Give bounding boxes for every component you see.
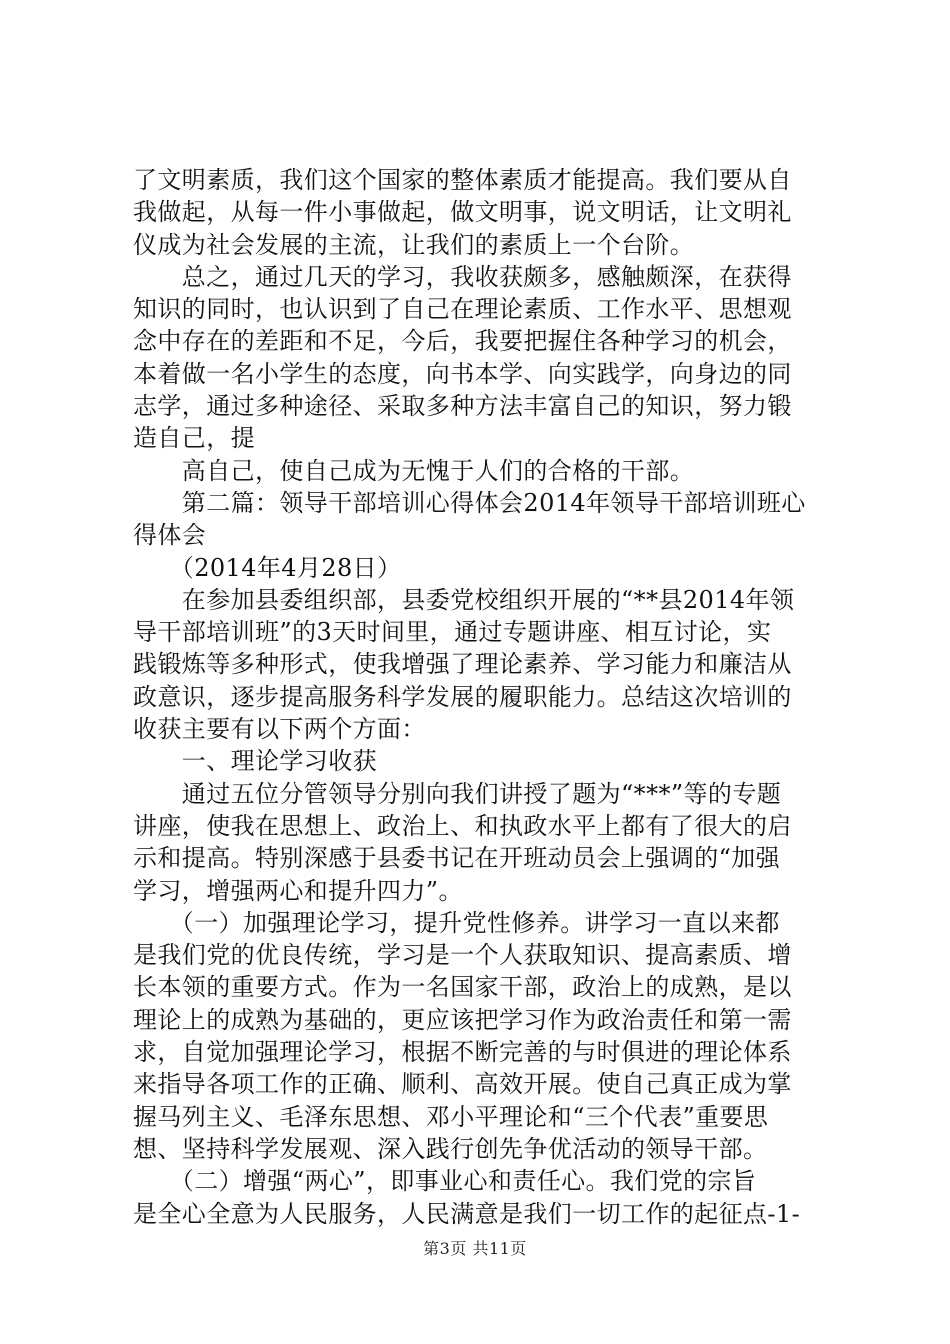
text-line: 是全心全意为人民服务，人民满意是我们一切工作的起征点-1- xyxy=(133,1199,801,1228)
text-line: 本着做一名小学生的态度，向书本学、向实践学，向身边的同 xyxy=(133,359,792,388)
text-line: （一）加强理论学习，提升党性修养。讲学习一直以来都 xyxy=(133,908,780,937)
text-line: 学习，增强两心和提升四力”。 xyxy=(133,876,463,905)
text-line: 了文明素质，我们这个国家的整体素质才能提高。我们要从自 xyxy=(133,166,792,194)
document-body xyxy=(133,164,823,1230)
text-line: （二）增强“两心”，即事业心和责任心。我们党的宗旨 xyxy=(133,1167,757,1196)
page-footer xyxy=(0,1236,950,1259)
text-line: 在参加县委组织部，县委党校组织开展的“**县2014年领 xyxy=(133,585,795,614)
text-line: 是我们党的优良传统，学习是一个人获取知识、提高素质、增 xyxy=(133,941,792,970)
text-line: 政意识，逐步提高服务科学发展的履职能力。总结这次培训的 xyxy=(133,682,792,711)
text-line: 握马列主义、毛泽东思想、邓小平理论和“三个代表”重要思 xyxy=(133,1102,769,1131)
text-line: 示和提高。特别深感于县委书记在开班动员会上强调的“加强 xyxy=(133,844,781,873)
text-line: 践锻炼等多种形式，使我增强了理论素养、学习能力和廉洁从 xyxy=(133,650,792,679)
date-line: （2014年4月28日） xyxy=(133,553,402,582)
text-line: 总之，通过几天的学习，我收获颇多，感触颇深，在获得 xyxy=(133,262,792,291)
text-line: 想、坚持科学发展观、深入践行创先争优活动的领导干部。 xyxy=(133,1134,768,1163)
text-line: 志学，通过多种途径、采取多种方法丰富自己的知识，努力锻 xyxy=(133,392,792,421)
text-line: 理论上的成熟为基础的，更应该把学习作为政治责任和第一需 xyxy=(133,1005,792,1034)
text-line: 知识的同时，也认识到了自己在理论素质、工作水平、思想观 xyxy=(133,295,792,324)
text-line: 仪成为社会发展的主流，让我们的素质上一个台阶。 xyxy=(133,230,695,259)
text-line: 收获主要有以下两个方面： xyxy=(133,715,426,744)
text-line: 讲座，使我在思想上、政治上、和执政水平上都有了很大的启 xyxy=(133,811,792,840)
text-line: 求，自觉加强理论学习，根据不断完善的与时俱进的理论体系 xyxy=(133,1038,792,1067)
text-line: 我做起，从每一件小事做起，做文明事，说文明话，让文明礼 xyxy=(133,198,792,227)
text-line: 来指导各项工作的正确、顺利、高效开展。使自己真正成为掌 xyxy=(133,1070,792,1099)
section-heading: 得体会 xyxy=(133,521,207,550)
text-line: 通过五位分管领导分别向我们讲授了题为“***”等的专题 xyxy=(133,779,782,808)
section-heading: 第二篇：领导干部培训心得体会2014年领导干部培训班心 xyxy=(133,488,806,517)
text-line: 导干部培训班”的3天时间里，通过专题讲座、相互讨论，实 xyxy=(133,618,772,647)
subheading: 一、理论学习收获 xyxy=(133,747,377,776)
text-line: 高自己，使自己成为无愧于人们的合格的干部。 xyxy=(133,456,695,485)
text-line: 造自己，提 xyxy=(133,424,255,453)
text-line: 念中存在的差距和不足，今后，我要把握住各种学习的机会， xyxy=(133,327,792,356)
page-number-label: 第3页 共11页 xyxy=(423,1239,527,1258)
text-line: 长本领的重要方式。作为一名国家干部，政治上的成熟，是以 xyxy=(133,973,792,1002)
